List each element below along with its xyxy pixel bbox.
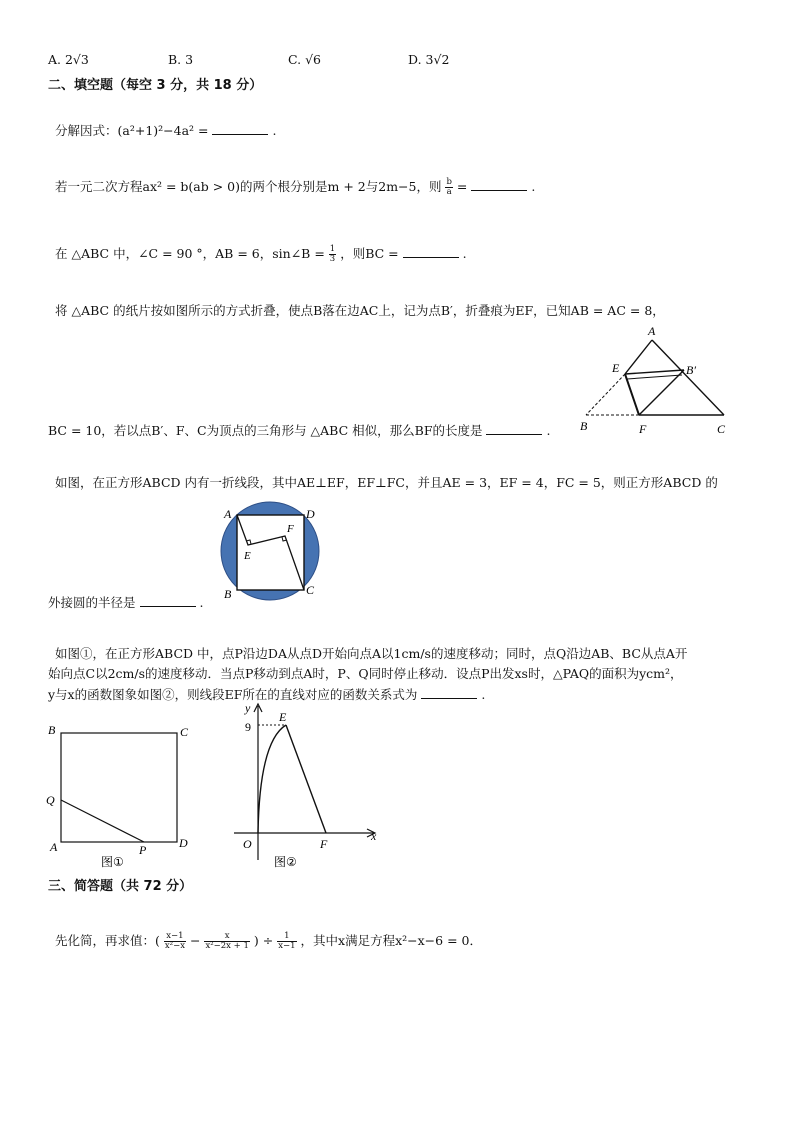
question-4-end: .	[546, 423, 551, 438]
question-3-end: .	[462, 246, 467, 261]
question-4-line-1: 将 △ABC 的纸片按如图所示的方式折叠，使点B落在边AC上，记为点B′，折叠痕为EF，已知AB = AC = 8，	[55, 303, 665, 318]
question-6-line-1: 如图①，在正方形ABCD 中，点P沿边DA从点D开始向点A以1cm/s的速度移动；同时，点Q沿边AB、BC从点A开	[55, 646, 688, 661]
label-B: B	[224, 587, 232, 601]
fraction-numerator: 1	[329, 244, 336, 254]
figure-1-square	[42, 720, 197, 872]
question-2-text-2: =	[456, 179, 472, 194]
question-1-end: .	[272, 123, 277, 138]
fold-triangle-figure	[576, 322, 736, 438]
question-5-text: 外接圆的半径是	[48, 595, 136, 610]
fraction-denominator: 3	[329, 254, 336, 264]
answer-blank-5[interactable]	[140, 594, 196, 607]
label-A: A	[224, 507, 232, 521]
question-1	[55, 121, 276, 139]
question-7-suffix: ，其中x满足方程x²−x−6 = 0．	[300, 933, 482, 948]
fraction-denominator: x²−x	[164, 941, 185, 951]
label-A: A	[648, 324, 656, 338]
label-E: E	[244, 550, 251, 562]
label-P: P	[139, 843, 147, 857]
fraction-3	[277, 932, 296, 951]
label-D: D	[306, 507, 315, 521]
answer-blank-2[interactable]	[471, 178, 527, 191]
label-O: O	[243, 837, 252, 851]
square-in-circle-figure	[215, 500, 325, 604]
choice-a: A. 2√3	[48, 52, 89, 67]
axis-x-label: x	[371, 829, 377, 843]
fraction-denominator: x²−2x + 1	[205, 941, 249, 951]
choice-c: C. √6	[288, 52, 321, 67]
answer-blank-4[interactable]	[486, 422, 542, 435]
fraction-numerator: x−1	[164, 932, 186, 942]
figure-2-caption: 图②	[274, 855, 297, 869]
fraction-numerator: x	[204, 932, 249, 942]
figure-1-caption: 图①	[101, 855, 124, 869]
fraction-one-third	[329, 245, 336, 264]
question-1-text: 分解因式：(a²+1)²−4a² =	[55, 123, 209, 138]
label-C: C	[306, 583, 315, 597]
question-4-line-2	[48, 421, 550, 439]
fraction-denominator: x−1	[278, 941, 296, 951]
label-A: A	[50, 840, 58, 854]
question-3-text: 在 △ABC 中，∠C = 90 °，AB = 6，sin∠B =	[55, 246, 325, 261]
answer-blank-1[interactable]	[212, 122, 268, 135]
fraction-1	[164, 932, 186, 951]
axis-y-label: y	[245, 701, 251, 715]
question-5-end: .	[199, 595, 204, 610]
label-F: F	[287, 523, 294, 535]
label-E: E	[279, 710, 287, 724]
label-C: C	[180, 725, 189, 739]
label-B: B	[48, 723, 56, 737]
label-Q: Q	[46, 793, 55, 807]
label-F: F	[320, 837, 328, 851]
question-5-line-2	[48, 593, 203, 611]
question-2	[55, 177, 535, 197]
answer-blank-6[interactable]	[421, 686, 477, 699]
fraction-b-over-a	[445, 178, 452, 197]
label-C: C	[717, 422, 726, 436]
section-3-heading: 三、简答题（共 72 分）	[48, 879, 193, 894]
question-3	[55, 244, 467, 264]
question-7-prefix: 先化简，再求值：(	[55, 933, 160, 948]
question-2-end: .	[531, 179, 536, 194]
figure-2-graph	[228, 700, 388, 872]
section-2-heading: 二、填空题（每空 3 分，共 18 分）	[48, 78, 263, 93]
question-6-text: y与x的函数图象如图②，则线段EF所在的直线对应的函数关系式为	[48, 687, 418, 702]
question-6-line-2: 始向点C以2cm/s的速度移动．当点P移动到点A时，P、Q同时停止移动．设点P出发xs时，△PAQ的面积为ycm²，	[48, 666, 683, 681]
question-2-text: 若一元二次方程ax² = b(ab > 0)的两个根分别是m + 2与2m−5，则	[55, 179, 442, 194]
choice-d: D. 3√2	[408, 52, 450, 67]
question-6-end: .	[481, 687, 486, 702]
question-7	[55, 931, 482, 951]
label-F: F	[639, 422, 647, 436]
fraction-numerator: 1	[277, 932, 296, 942]
label-D: D	[179, 836, 188, 850]
value-nine: 9	[245, 720, 251, 734]
fraction-numerator: b	[446, 177, 452, 187]
choice-b: B. 3	[168, 52, 194, 67]
question-5-line-1: 如图，在正方形ABCD 内有一折线段，其中AE⊥EF，EF⊥FC，并且AE = 3，EF = 4，FC = 5，则正方形ABCD 的	[55, 475, 718, 490]
question-3-text-2: ，则BC =	[340, 246, 399, 261]
divide-sign: ) ÷	[253, 933, 274, 948]
fraction-2	[204, 932, 249, 951]
minus-sign: −	[189, 933, 201, 948]
question-4-text: BC = 10，若以点B′、F、C为顶点的三角形与 △ABC 相似，那么BF的长度是	[48, 423, 483, 438]
label-B-prime: B′	[686, 363, 696, 377]
fraction-denominator: a	[446, 187, 452, 197]
answer-blank-3[interactable]	[403, 245, 459, 258]
label-B: B	[580, 419, 588, 433]
label-E: E	[612, 361, 620, 375]
